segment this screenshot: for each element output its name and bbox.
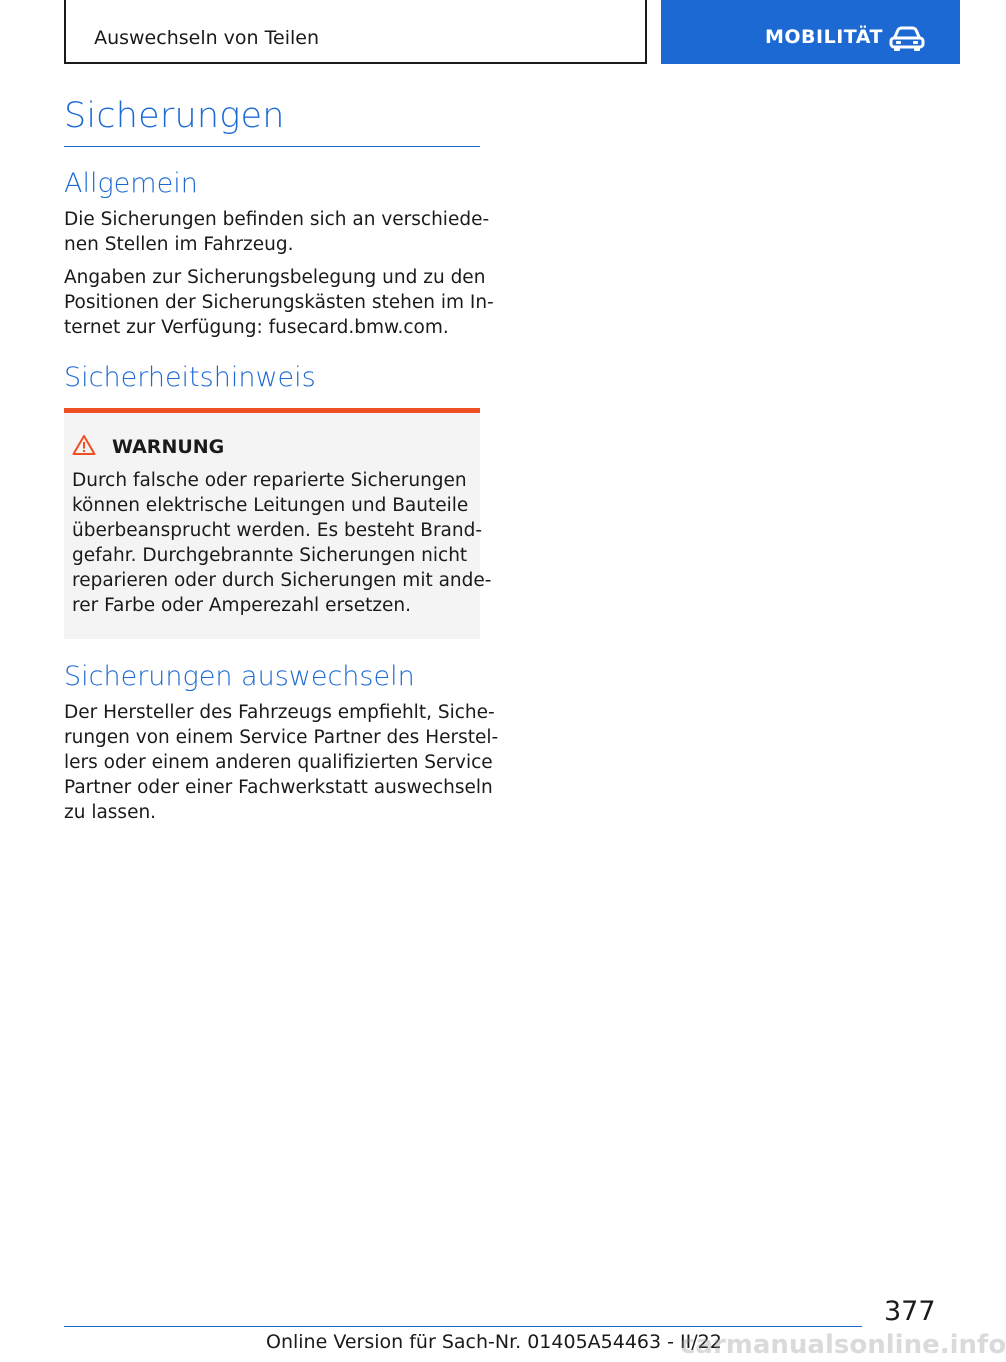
text-line: Der Hersteller des Fahrzeugs empfiehlt, Siche- bbox=[64, 702, 495, 723]
text-line: rungen von einem Service Partner des Herstel- bbox=[64, 727, 499, 748]
text-line: Die Sicherungen befinden sich an verschiede- bbox=[64, 209, 490, 230]
paragraph-auswechseln bbox=[64, 700, 499, 825]
page-title: Sicherungen bbox=[64, 96, 285, 136]
text-line: lers oder einem anderen qualifizierten Service bbox=[64, 752, 493, 773]
watermark: carmanualsonline.info bbox=[680, 1330, 1006, 1360]
paragraph-allgemein-2 bbox=[64, 265, 494, 340]
text-line: rer Farbe oder Amperezahl ersetzen. bbox=[72, 595, 412, 616]
paragraph-allgemein-1 bbox=[64, 207, 490, 257]
section-title: Auswechseln von Teilen bbox=[94, 27, 319, 49]
text-line: gefahr. Durchgebrannte Sicherungen nicht bbox=[72, 545, 468, 566]
text-line: können elektrische Leitungen und Bauteile bbox=[72, 495, 469, 516]
heading-allgemein: Allgemein bbox=[64, 168, 198, 199]
chapter-tab[interactable] bbox=[661, 0, 960, 64]
title-divider bbox=[64, 146, 480, 147]
car-icon bbox=[889, 26, 925, 52]
page-number: 377 bbox=[884, 1296, 936, 1327]
footer-divider bbox=[64, 1326, 862, 1327]
text-line: nen Stellen im Fahrzeug. bbox=[64, 234, 294, 255]
text-line: ternet zur Verfügung: fusecard.bmw.com. bbox=[64, 317, 449, 338]
warning-text bbox=[72, 468, 492, 618]
heading-sicherungen-auswechseln: Sicherungen auswechseln bbox=[64, 661, 415, 692]
text-line: überbeansprucht werden. Es besteht Brand- bbox=[72, 520, 483, 541]
warning-title: WARNUNG bbox=[112, 436, 225, 458]
text-line: Partner oder einer Fachwerkstatt auswechseln bbox=[64, 777, 493, 798]
text-line: zu lassen. bbox=[64, 802, 157, 823]
text-line: Positionen der Sicherungskästen stehen im In- bbox=[64, 292, 494, 313]
chapter-label: MOBILITÄT bbox=[765, 26, 883, 48]
warning-triangle-icon bbox=[72, 434, 96, 456]
text-line: Angaben zur Sicherungsbelegung und zu den bbox=[64, 267, 486, 288]
text-line: reparieren oder durch Sicherungen mit ande- bbox=[72, 570, 492, 591]
text-line: Durch falsche oder reparierte Sicherungen bbox=[72, 470, 467, 491]
header-section-box bbox=[64, 0, 647, 64]
footer-text: Online Version für Sach-Nr. 01405A54463 - II/22 bbox=[266, 1331, 722, 1353]
heading-sicherheitshinweis: Sicherheitshinweis bbox=[64, 362, 316, 393]
